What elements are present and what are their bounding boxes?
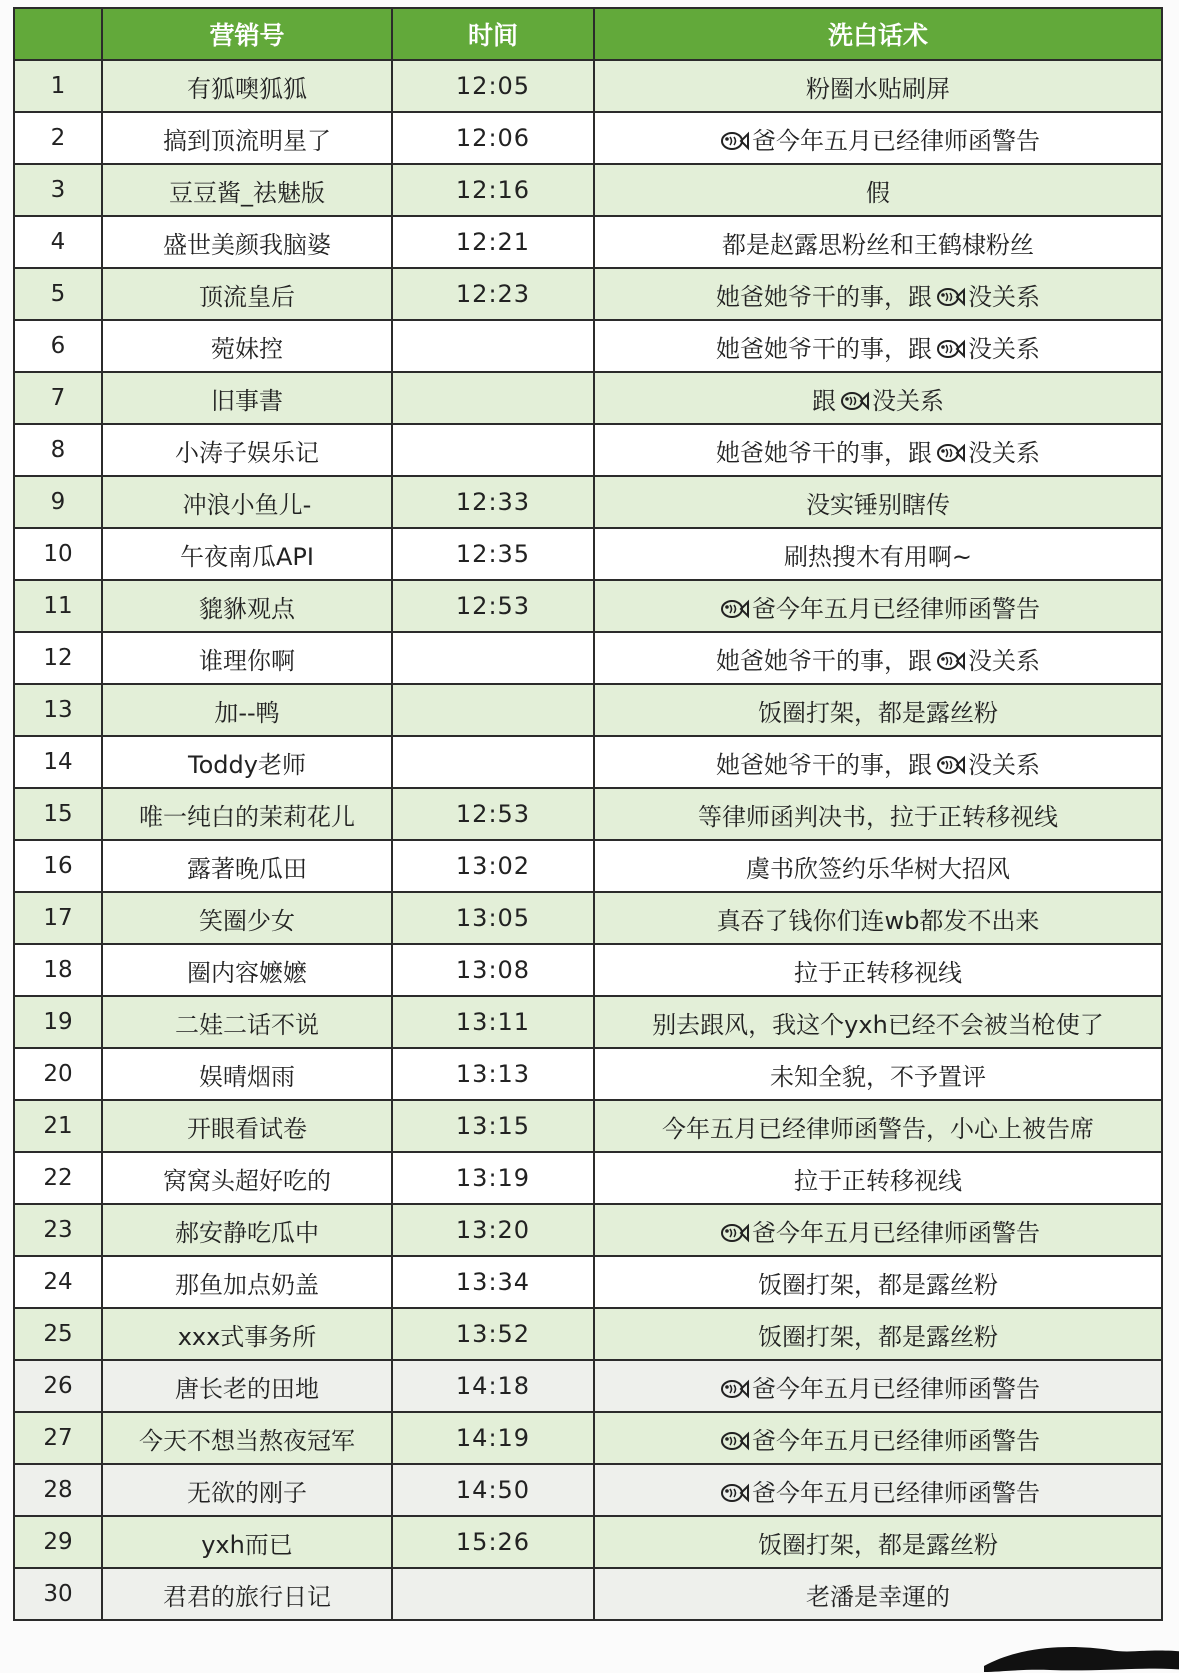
row-index: 10 [14,528,102,580]
table-row [14,528,1162,580]
account-name: xxx式事务所 [102,1308,392,1360]
post-time: 12:33 [392,476,594,528]
fish-emoji-icon [839,389,869,413]
post-time [392,736,594,788]
row-index: 12 [14,632,102,684]
script-suffix: 饭圈打架，都是露丝粉 [758,1530,998,1559]
account-name: Toddy老师 [102,736,392,788]
table-row [14,1568,1162,1620]
table-row [14,1464,1162,1516]
post-time: 12:16 [392,164,594,216]
script-suffix: 爸今年五月已经律师函警告 [752,594,1040,623]
row-index: 21 [14,1100,102,1152]
table-row [14,216,1162,268]
script-text [594,164,1162,216]
row-index: 26 [14,1360,102,1412]
post-time: 13:02 [392,840,594,892]
header-row [14,8,1162,60]
post-time: 12:06 [392,112,594,164]
row-index: 2 [14,112,102,164]
account-name: 郝安静吃瓜中 [102,1204,392,1256]
script-text [594,1308,1162,1360]
post-time: 12:23 [392,268,594,320]
table-row [14,1048,1162,1100]
script-text [594,1360,1162,1412]
fish-emoji-icon [935,285,965,309]
script-suffix: 没关系 [968,438,1040,467]
account-name: 菀妹控 [102,320,392,372]
post-time: 12:05 [392,60,594,112]
fish-emoji-icon [935,649,965,673]
table-row [14,1308,1162,1360]
account-name: 唯一纯白的茉莉花儿 [102,788,392,840]
table-row [14,1412,1162,1464]
account-name: 无欲的刚子 [102,1464,392,1516]
post-time [392,320,594,372]
fish-emoji-icon [719,1429,749,1453]
script-suffix: 拉于正转移视线 [794,958,962,987]
fish-emoji-icon [719,129,749,153]
account-name: 二娃二话不说 [102,996,392,1048]
script-suffix: 没关系 [968,646,1040,675]
account-name: 开眼看试卷 [102,1100,392,1152]
row-index: 20 [14,1048,102,1100]
row-index: 14 [14,736,102,788]
script-suffix: 没关系 [872,386,944,415]
table-row [14,788,1162,840]
script-text [594,320,1162,372]
script-text [594,476,1162,528]
script-text [594,1204,1162,1256]
script-suffix: 饭圈打架，都是露丝粉 [758,1322,998,1351]
table-row [14,580,1162,632]
post-time: 14:19 [392,1412,594,1464]
script-suffix: 爸今年五月已经律师函警告 [752,1426,1040,1455]
script-text [594,1100,1162,1152]
account-name: 娱晴烟雨 [102,1048,392,1100]
script-suffix: 老潘是幸運的 [806,1582,950,1611]
script-text [594,892,1162,944]
script-prefix: 她爸她爷干的事，跟 [716,646,932,675]
script-suffix: 没实锤别瞎传 [806,490,950,519]
script-text [594,1516,1162,1568]
post-time: 12:53 [392,580,594,632]
account-name: yxh而已 [102,1516,392,1568]
script-text [594,1048,1162,1100]
script-suffix: 拉于正转移视线 [794,1166,962,1195]
marketing-accounts-table [13,7,1163,1621]
post-time: 13:11 [392,996,594,1048]
post-time [392,684,594,736]
script-suffix: 假 [866,178,890,207]
account-name: 顶流皇后 [102,268,392,320]
script-suffix: 都是赵露思粉丝和王鹤棣粉丝 [722,230,1034,259]
account-name: 有狐噢狐狐 [102,60,392,112]
script-text [594,372,1162,424]
post-time: 14:18 [392,1360,594,1412]
script-suffix: 没关系 [968,282,1040,311]
table-row [14,736,1162,788]
row-index: 15 [14,788,102,840]
fish-emoji-icon [719,597,749,621]
row-index: 24 [14,1256,102,1308]
account-name: 谁理你啊 [102,632,392,684]
script-prefix: 她爸她爷干的事，跟 [716,334,932,363]
redaction-scribble [980,1636,1179,1676]
table-row [14,112,1162,164]
fish-emoji-icon [935,337,965,361]
script-suffix: 没关系 [968,750,1040,779]
row-index: 9 [14,476,102,528]
script-text [594,268,1162,320]
table-row [14,892,1162,944]
header-index [14,8,102,60]
account-name: 笑圈少女 [102,892,392,944]
row-index: 30 [14,1568,102,1620]
post-time: 13:05 [392,892,594,944]
account-name: 小涛子娱乐记 [102,424,392,476]
table-row [14,268,1162,320]
table-row [14,476,1162,528]
row-index: 19 [14,996,102,1048]
script-suffix: 今年五月已经律师函警告，小心上被告席 [662,1114,1094,1143]
post-time: 12:21 [392,216,594,268]
post-time [392,424,594,476]
post-time: 13:34 [392,1256,594,1308]
post-time [392,632,594,684]
account-name: 貔貅观点 [102,580,392,632]
script-text [594,580,1162,632]
table-row [14,632,1162,684]
account-name: 盛世美颜我脑婆 [102,216,392,268]
header-time: 时间 [392,8,594,60]
table-row [14,1516,1162,1568]
account-name: 豆豆酱_祛魅版 [102,164,392,216]
script-text [594,112,1162,164]
table-row [14,1360,1162,1412]
post-time [392,1568,594,1620]
row-index: 17 [14,892,102,944]
post-time: 13:13 [392,1048,594,1100]
script-suffix: 未知全貌，不予置评 [770,1062,986,1091]
script-suffix: 虞书欣签约乐华树大招风 [746,854,1010,883]
account-name: 圈内容嬷嬷 [102,944,392,996]
script-suffix: 爸今年五月已经律师函警告 [752,1218,1040,1247]
script-suffix: 爸今年五月已经律师函警告 [752,1374,1040,1403]
row-index: 22 [14,1152,102,1204]
script-prefix: 她爸她爷干的事，跟 [716,750,932,779]
script-suffix: 别去跟风，我这个yxh已经不会被当枪使了 [652,1010,1104,1039]
table-row [14,1204,1162,1256]
script-text [594,60,1162,112]
account-name: 午夜南瓜API [102,528,392,580]
script-text [594,788,1162,840]
header-script: 洗白话术 [594,8,1162,60]
table-row [14,1152,1162,1204]
row-index: 1 [14,60,102,112]
script-suffix: 等律师函判决书，拉于正转移视线 [698,802,1058,831]
fish-emoji-icon [935,441,965,465]
script-suffix: 没关系 [968,334,1040,363]
account-name: 唐长老的田地 [102,1360,392,1412]
script-text [594,1568,1162,1620]
account-name: 今天不想当熬夜冠军 [102,1412,392,1464]
script-suffix: 爸今年五月已经律师函警告 [752,126,1040,155]
account-name: 窝窝头超好吃的 [102,1152,392,1204]
table-row [14,840,1162,892]
table-row [14,60,1162,112]
table-row [14,684,1162,736]
post-time: 13:52 [392,1308,594,1360]
script-text [594,632,1162,684]
account-name: 旧事書 [102,372,392,424]
post-time: 12:35 [392,528,594,580]
script-text [594,840,1162,892]
table-row [14,944,1162,996]
post-time: 13:15 [392,1100,594,1152]
post-time [392,372,594,424]
script-prefix: 她爸她爷干的事，跟 [716,282,932,311]
table-row [14,1100,1162,1152]
account-name: 君君的旅行日记 [102,1568,392,1620]
script-text [594,1412,1162,1464]
account-name: 露著晚瓜田 [102,840,392,892]
table-row [14,320,1162,372]
row-index: 11 [14,580,102,632]
script-text [594,1256,1162,1308]
account-name: 那鱼加点奶盖 [102,1256,392,1308]
script-text [594,1464,1162,1516]
script-suffix: 粉圈水贴刷屏 [806,74,950,103]
row-index: 25 [14,1308,102,1360]
post-time: 15:26 [392,1516,594,1568]
row-index: 27 [14,1412,102,1464]
post-time: 13:20 [392,1204,594,1256]
script-suffix: 刷热搜木有用啊~ [783,542,973,571]
header-account: 营销号 [102,8,392,60]
script-text [594,1152,1162,1204]
script-suffix: 饭圈打架，都是露丝粉 [758,1270,998,1299]
row-index: 4 [14,216,102,268]
script-suffix: 真吞了钱你们连wb都发不出来 [716,906,1040,935]
post-time: 12:53 [392,788,594,840]
account-name: 冲浪小鱼儿- [102,476,392,528]
script-text [594,684,1162,736]
table-row [14,1256,1162,1308]
script-text [594,528,1162,580]
script-suffix: 爸今年五月已经律师函警告 [752,1478,1040,1507]
fish-emoji-icon [719,1377,749,1401]
fish-emoji-icon [719,1481,749,1505]
row-index: 16 [14,840,102,892]
account-name: 加--鸭 [102,684,392,736]
script-text [594,736,1162,788]
account-name: 搞到顶流明星了 [102,112,392,164]
script-prefix: 她爸她爷干的事，跟 [716,438,932,467]
table-row [14,996,1162,1048]
post-time: 13:08 [392,944,594,996]
row-index: 29 [14,1516,102,1568]
row-index: 28 [14,1464,102,1516]
table-row [14,164,1162,216]
script-text [594,996,1162,1048]
row-index: 13 [14,684,102,736]
table-row [14,424,1162,476]
row-index: 18 [14,944,102,996]
row-index: 3 [14,164,102,216]
row-index: 23 [14,1204,102,1256]
script-text [594,944,1162,996]
table-body [14,60,1162,1620]
fish-emoji-icon [935,753,965,777]
post-time: 13:19 [392,1152,594,1204]
script-text [594,424,1162,476]
row-index: 6 [14,320,102,372]
row-index: 8 [14,424,102,476]
post-time: 14:50 [392,1464,594,1516]
table-row [14,372,1162,424]
row-index: 7 [14,372,102,424]
row-index: 5 [14,268,102,320]
script-text [594,216,1162,268]
script-prefix: 跟 [812,386,836,415]
script-suffix: 饭圈打架，都是露丝粉 [758,698,998,727]
fish-emoji-icon [719,1221,749,1245]
